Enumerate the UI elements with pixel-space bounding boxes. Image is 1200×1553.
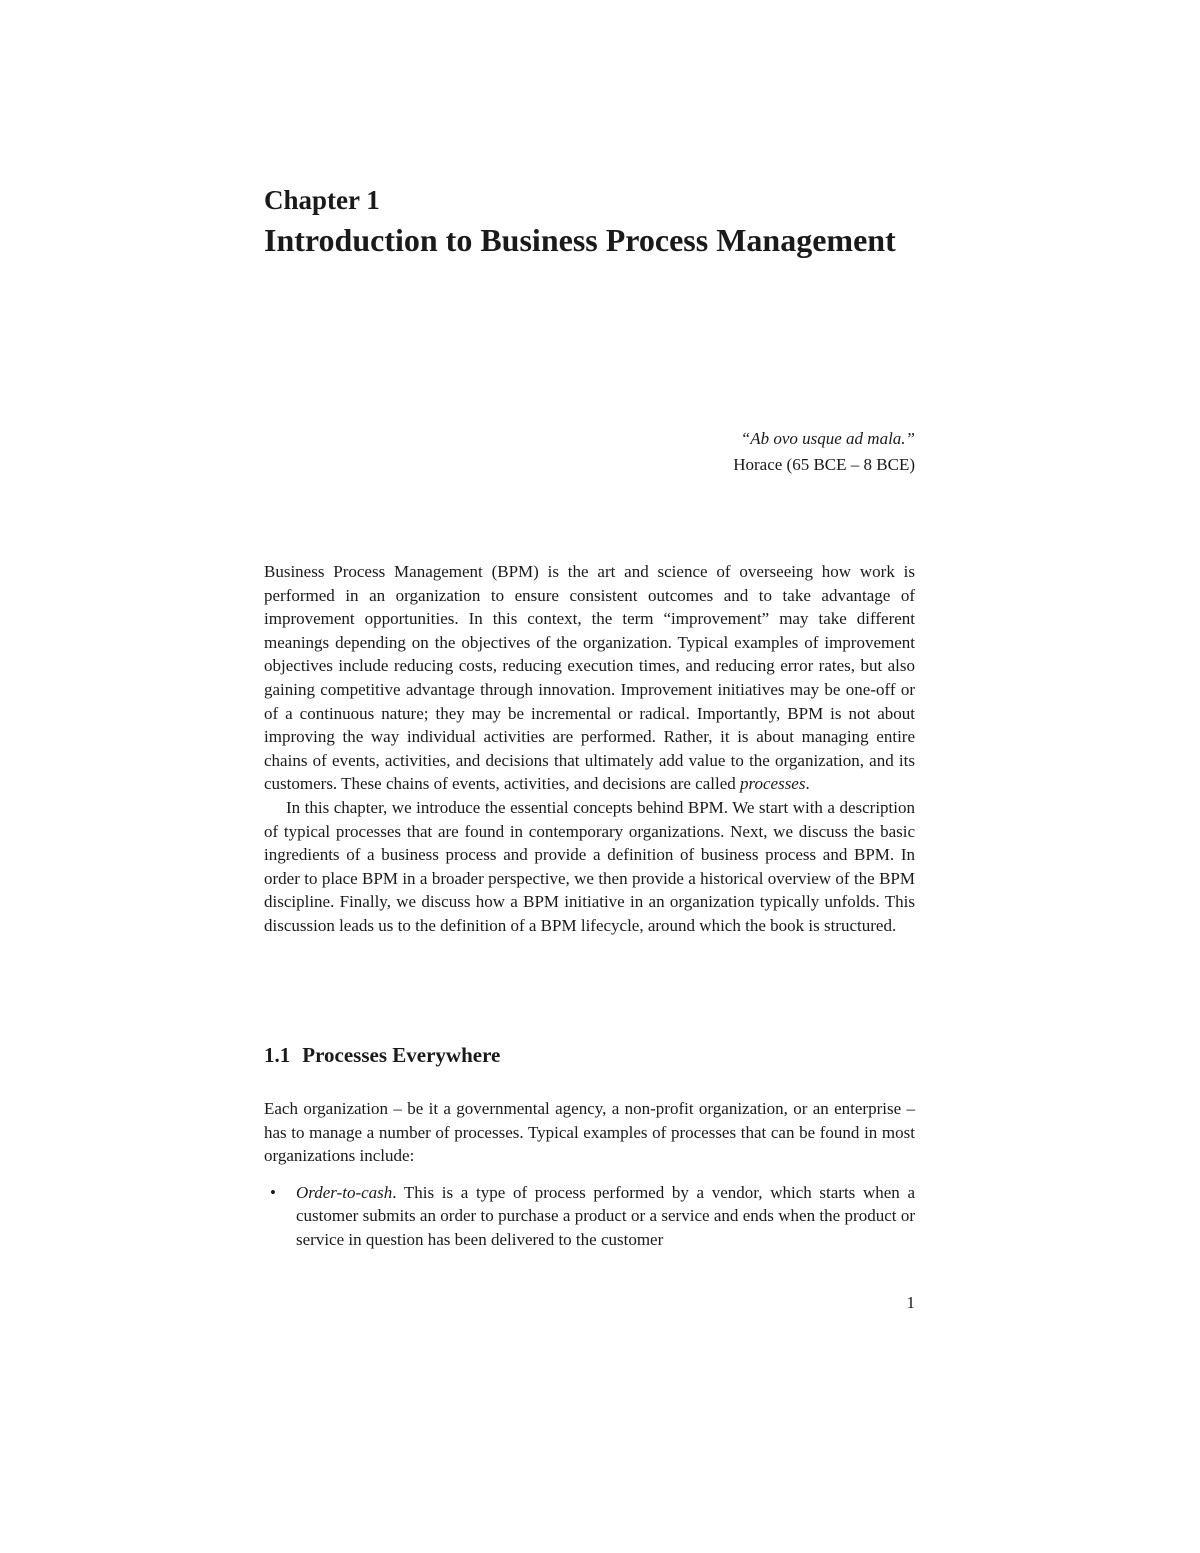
chapter-intro [264,560,915,938]
book-page [264,0,915,1553]
bullet-icon: • [270,1182,276,1202]
list-item [264,1181,915,1252]
section-body [264,1097,915,1252]
intro-paragraph-1-end: . [805,774,810,794]
section-title: Processes Everywhere [302,1043,501,1067]
intro-paragraph-2: In this chapter, we introduce the essential concepts behind BPM. We start with a description of typical processes that are found in contemporary organizations. Next, we discuss the basic ingredients of a business process and provide a definition of business process and BPM. In order to place BPM in a broader perspective, we then provide a historical overview of the BPM discipline. Finally, we discuss how a BPM initiative in an organization typically unfolds. This discussion leads us to the definition of a BPM lifecycle, around which the book is structured. [264,797,915,935]
epigraph-quote: “Ab ovo usque ad mala.” [740,429,915,448]
epigraph [733,426,915,478]
bullet-term: Order-to-cash [296,1182,393,1202]
intro-paragraph-1 [264,560,915,796]
epigraph-attribution: Horace (65 BCE – 8 BCE) [733,455,915,474]
section-heading [264,1040,500,1070]
bullet-text: . This is a type of process performed by a vendor, which starts when a customer submits an order to purchase a product or a service and ends when the product or service in question has been delivered to the customer [296,1182,915,1249]
section-paragraph-1: Each organization – be it a governmental agency, a non-profit organization, or an enterprise – has to manage a number of processes. Typical examples of processes that can be found in most organizations include: [264,1099,915,1166]
page-number: 1 [906,1293,915,1312]
processes-term: processes [740,774,806,794]
chapter-label: Chapter 1 [264,185,380,215]
section-number: 1.1 [264,1043,291,1067]
intro-paragraph-1-text: Business Process Management (BPM) is the art and science of overseeing how work is performed in an organization to ensure consistent outcomes and to take advantage of improvement opportunities. In this context, the term “improvement” may take different meanings depending on the objectives of the organization. Typical examples of improvement objectives include reducing costs, reducing execution times, and reducing error rates, but also gaining competitive advantage through innovation. Improvement initiatives may be one-off or of a continuous nature; they may be incremental or radical. Importantly, BPM is not about improving the way individual activities are performed. Rather, it is about managing entire chains of events, activities, and decisions that ultimately add value to the organization, and its customers. These chains of events, activities, and decisions are called [264,562,915,794]
process-examples-list [264,1181,915,1252]
chapter-title: Introduction to Business Process Management [264,222,896,258]
